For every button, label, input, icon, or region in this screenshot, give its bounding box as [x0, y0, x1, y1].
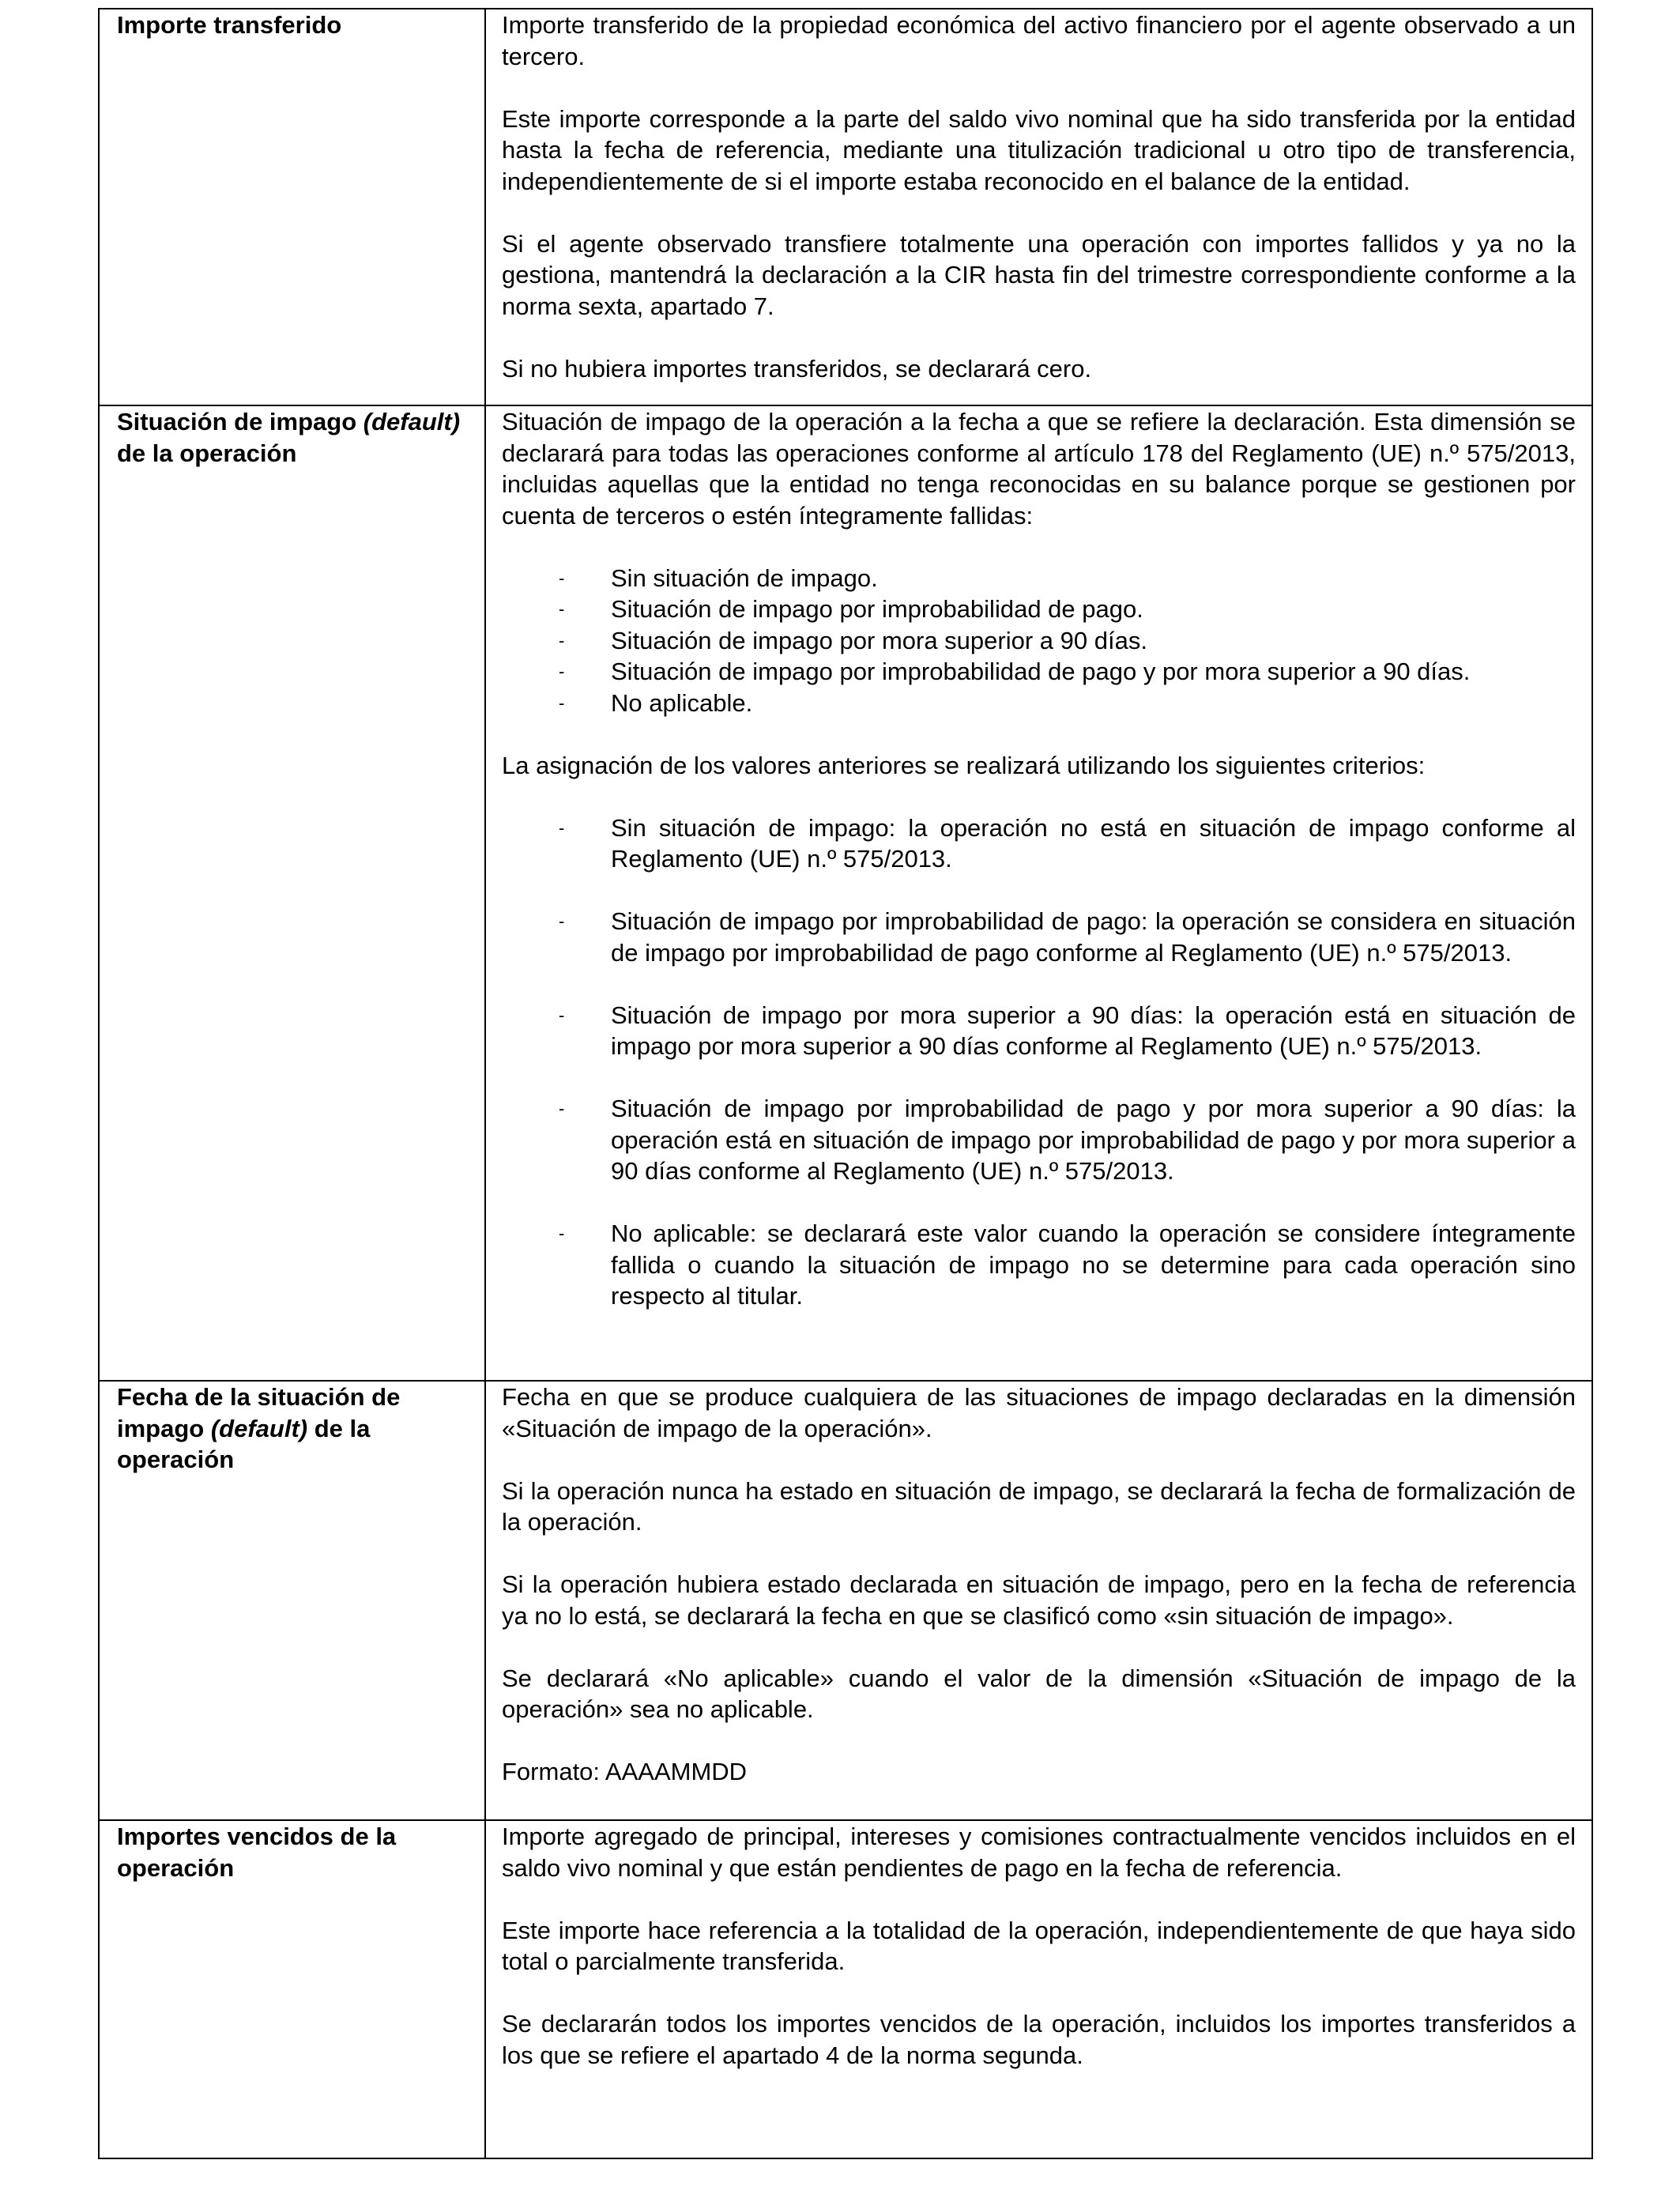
term-label	[117, 1382, 477, 1476]
list-item-text: Sin situación de impago.	[611, 564, 878, 592]
list-item	[502, 594, 1576, 625]
definition-cell	[485, 1381, 1592, 1820]
definition-paragraph: Si no hubiera importes transferidos, se declarará cero.	[502, 354, 1092, 383]
table-row	[99, 1820, 1592, 2158]
term-cell	[99, 9, 485, 405]
dash-bullet: -	[559, 662, 565, 681]
list-item	[502, 1093, 1576, 1187]
term-cell	[99, 405, 485, 1381]
definition-cell	[485, 405, 1592, 1381]
definition-paragraph: Fecha en que se produce cualquiera de las situaciones de impago declaradas en la dimensión «Situación de impago de la operación».	[502, 1383, 1576, 1442]
definition-cell	[485, 1820, 1592, 2158]
list-item-text: Situación de impago por mora superior a 90 días: la operación está en situación de impago por mora superior a 90 días conforme al Reglamento (UE) n.º 575/2013.	[611, 1001, 1576, 1060]
definition-paragraph: Situación de impago de la operación a la fecha a que se refiere la declaración. Esta dimensión se declarará para todas las operaciones conforme al artículo 178 del Reglamento (UE) n.º 575/2013, incluidas aquellas que la entidad no tenga reconocidas en su balance porque se gestionen por cuenta de terceros o estén íntegramente fallidas:	[502, 408, 1576, 530]
definition-paragraph: La asignación de los valores anteriores se realizará utilizando los siguientes criterios:	[502, 751, 1426, 779]
list-item	[502, 1000, 1576, 1062]
definition-paragraph: Si el agente observado transfiere totalmente una operación con importes fallidos y ya no la gestiona, mantendrá la declaración a la CIR hasta fin del trimestre correspondiente conforme a la norma sexta, apartado 7.	[502, 229, 1576, 320]
term-cell	[99, 1381, 485, 1820]
term-label: Importe transferido	[117, 11, 342, 39]
format-note: Formato: AAAAMMDD	[502, 1758, 748, 1785]
table-row	[99, 9, 1592, 405]
criteria-list	[502, 812, 1576, 1312]
definition-paragraph: Importe transferido de la propiedad económica del activo financiero por el agente observado a un tercero.	[502, 11, 1576, 70]
definition-paragraph: Se declarará «No aplicable» cuando el valor de la dimensión «Situación de impago de la operación» sea no aplicable.	[502, 1664, 1576, 1723]
dash-bullet: -	[559, 692, 565, 713]
list-item-text: No aplicable.	[611, 688, 753, 717]
dash-bullet: -	[559, 1099, 565, 1118]
list-item	[502, 1218, 1576, 1312]
term-text-part: de la operación	[117, 439, 297, 467]
values-list	[502, 563, 1576, 719]
list-item-text: Situación de impago por mora superior a 90 días.	[611, 626, 1147, 654]
list-item	[502, 906, 1576, 968]
dash-bullet: -	[559, 599, 565, 619]
term-italic-part: (default)	[363, 408, 461, 435]
list-item-text: Sin situación de impago: la operación no está en situación de impago conforme al Reglamento (UE) n.º 575/2013.	[611, 813, 1576, 873]
term-italic-part: (default)	[210, 1414, 308, 1442]
dash-bullet: -	[559, 1005, 565, 1025]
list-item	[502, 688, 1576, 719]
list-item	[502, 812, 1576, 875]
list-item	[502, 656, 1576, 688]
table-row	[99, 1381, 1592, 1820]
list-item-text: Situación de impago por improbabilidad de pago y por mora superior a 90 días: la operación está en situación de impago por improbabilidad de pago y por mora superior a 90 días conforme al Reglamento (UE) n.º 575/2013.	[611, 1095, 1576, 1185]
definition-paragraph: Si la operación hubiera estado declarada en situación de impago, pero en la fecha de referencia ya no lo está, se declarará la fecha en que se clasificó como «sin situación de impago».	[502, 1570, 1576, 1630]
term-text-part: Fecha de la situación de impago	[117, 1383, 401, 1442]
definition-paragraph: Este importe corresponde a la parte del saldo vivo nominal que ha sido transferida por la entidad hasta la fecha de referencia, mediante una titulización tradicional u otro tipo de transferencia, independientemente de si el importe estaba reconocido en el balance de la entidad.	[502, 104, 1576, 195]
list-item	[502, 563, 1576, 594]
term-label: Importes vencidos de la operación	[117, 1823, 397, 1882]
dash-bullet: -	[559, 1223, 565, 1243]
list-item-text: Situación de impago por improbabilidad de pago.	[611, 595, 1143, 623]
list-item	[502, 625, 1576, 657]
term-text-part: Situación de impago	[117, 408, 363, 435]
definitions-table	[98, 8, 1593, 2159]
definition-paragraph: Si la operación nunca ha estado en situación de impago, se declarará la fecha de formalización de la operación.	[502, 1476, 1576, 1536]
term-text-part: de la operación	[117, 1414, 371, 1473]
term-cell	[99, 1820, 485, 2158]
list-item-text: Situación de impago por improbabilidad de pago y por mora superior a 90 días.	[611, 658, 1471, 685]
dash-bullet: -	[559, 567, 565, 588]
definition-paragraph: Este importe hace referencia a la totalidad de la operación, independientemente de que haya sido total o parcialmente transferida.	[502, 1916, 1576, 1975]
definition-paragraph: Se declararán todos los importes vencidos de la operación, incluidos los importes transferidos a los que se refiere el apartado 4 de la norma segunda.	[502, 2010, 1576, 2069]
definition-cell	[485, 9, 1592, 405]
list-item-text: Situación de impago por improbabilidad de pago: la operación se considera en situación de impago por improbabilidad de pago conforme al Reglamento (UE) n.º 575/2013.	[611, 907, 1576, 967]
list-item-text: No aplicable: se declarará este valor cuando la operación se considere íntegramente fallida o cuando la situación de impago no se determine para cada operación sino respecto al titular.	[611, 1220, 1576, 1310]
definition-paragraph: Importe agregado de principal, intereses y comisiones contractualmente vencidos incluidos en el saldo vivo nominal y que están pendientes de pago en la fecha de referencia.	[502, 1823, 1576, 1882]
dash-bullet: -	[559, 911, 565, 931]
table-row	[99, 405, 1592, 1381]
term-label	[117, 406, 477, 469]
dash-bullet: -	[559, 630, 565, 650]
dash-bullet: -	[559, 817, 565, 838]
